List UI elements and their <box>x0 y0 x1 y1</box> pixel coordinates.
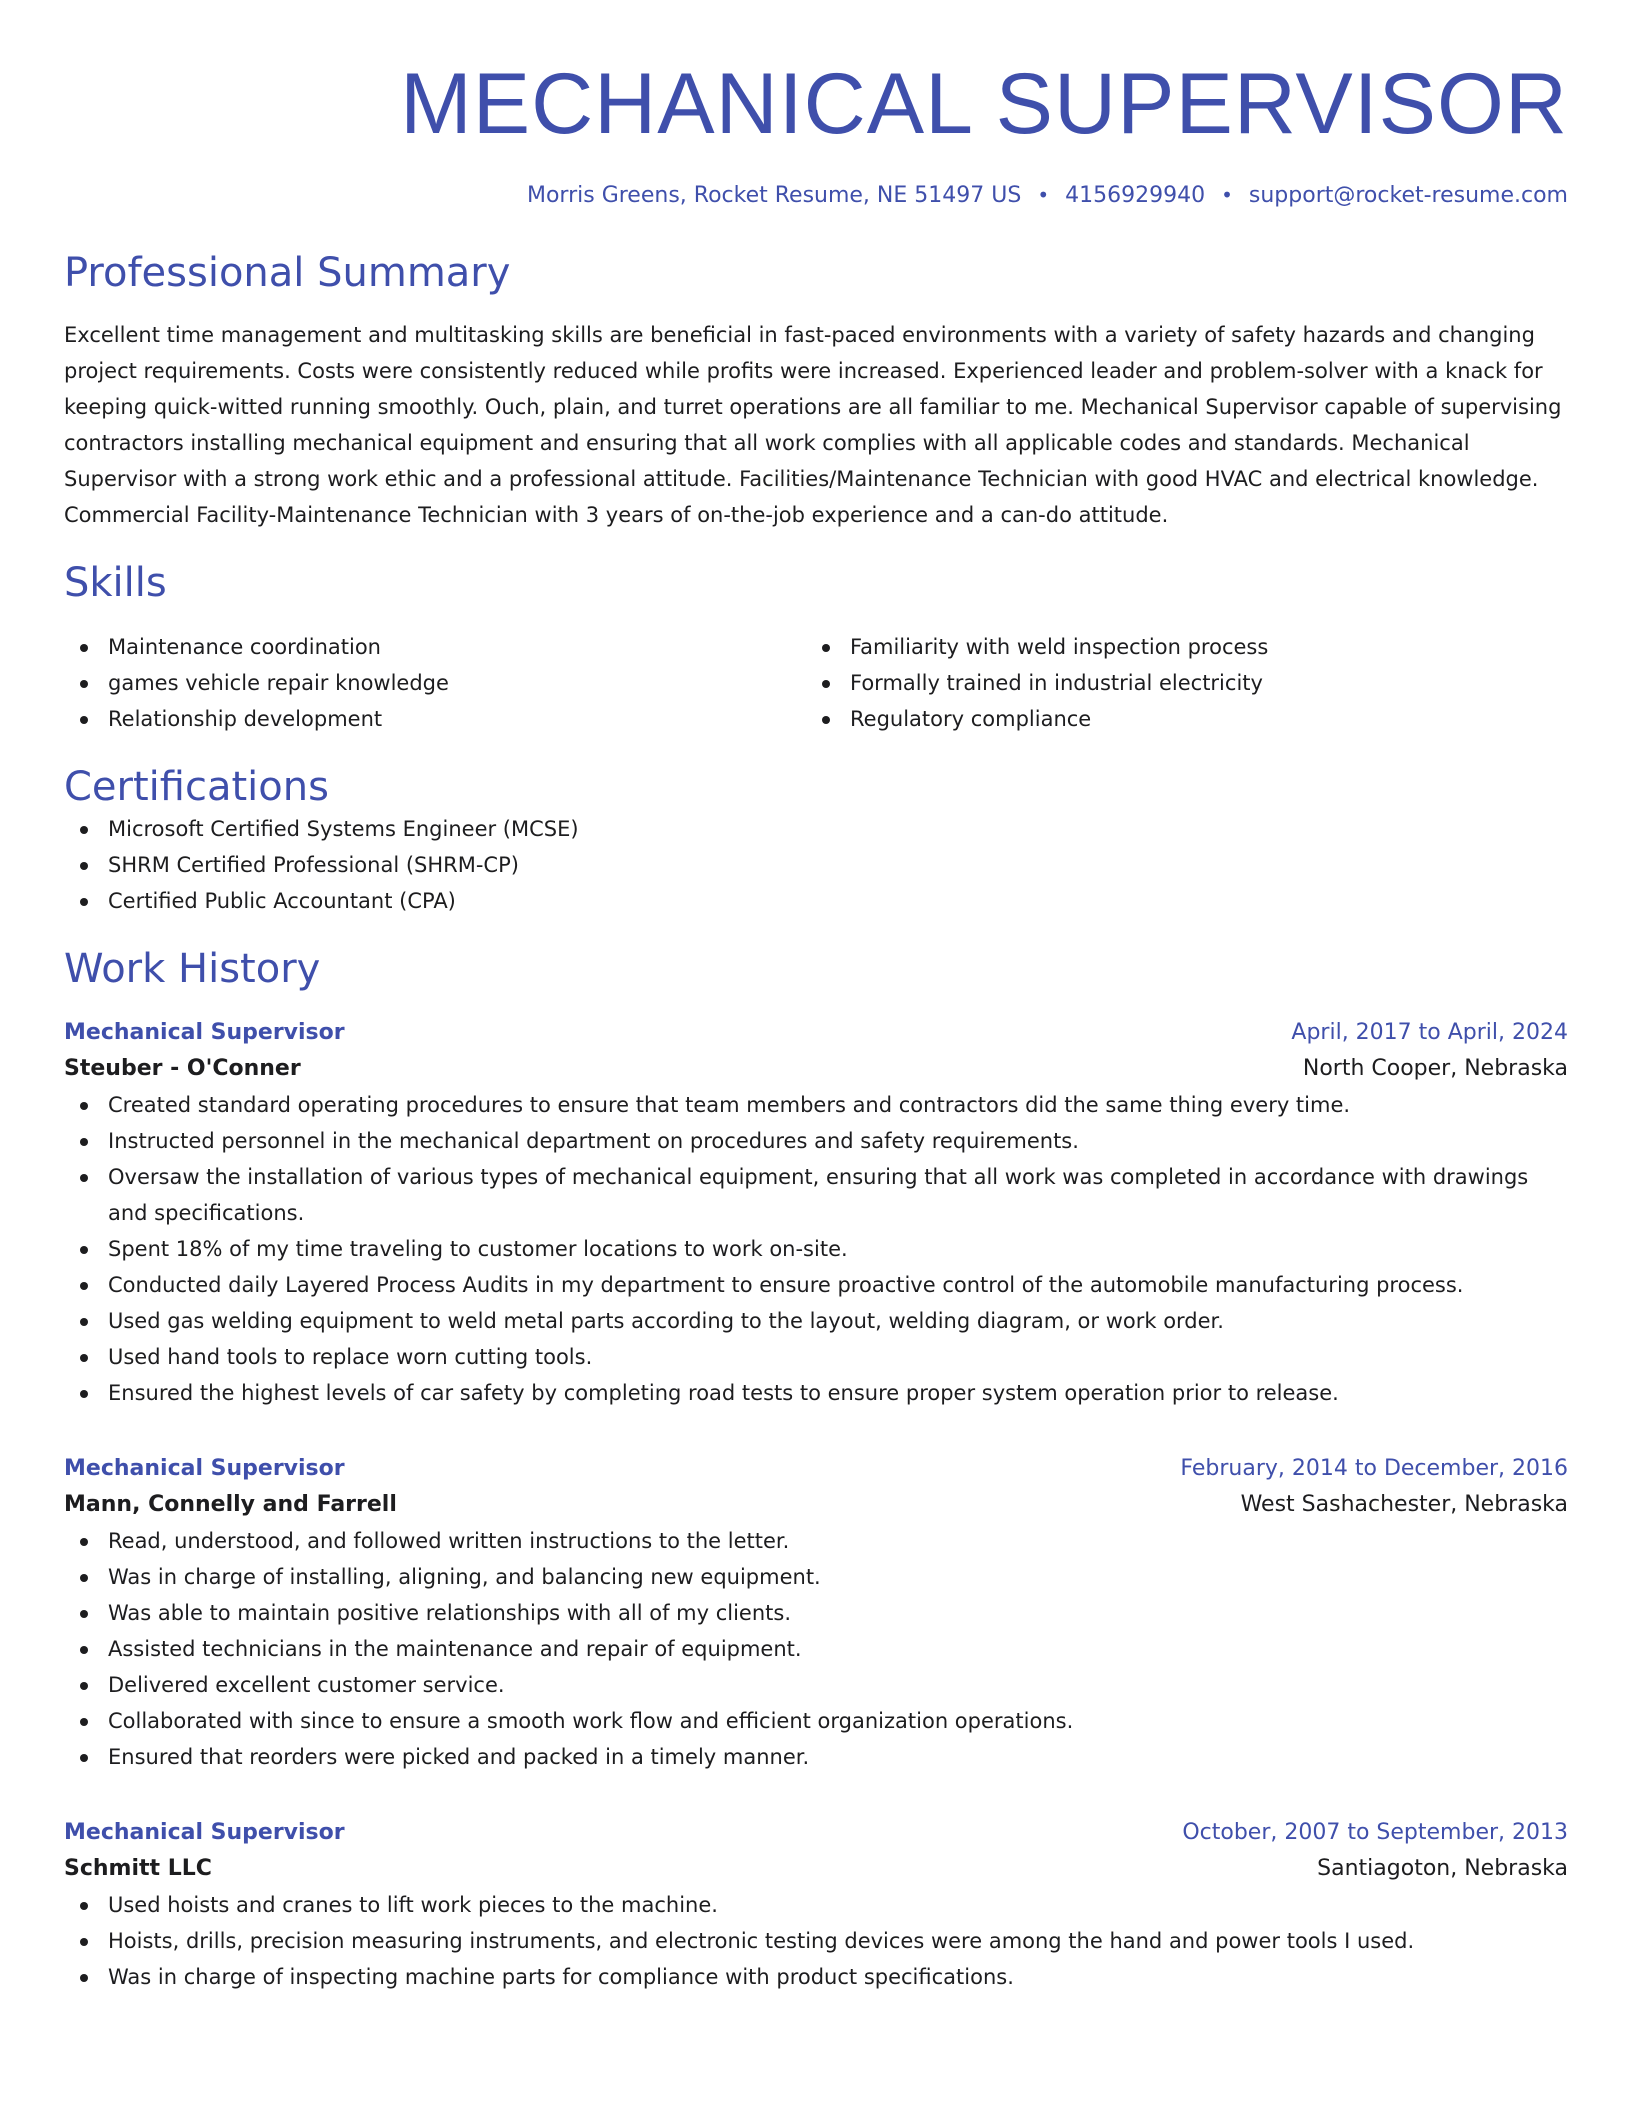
certifications-list <box>64 811 1568 919</box>
skills-column-left <box>64 629 806 737</box>
job-company: Schmitt LLC <box>64 1856 212 1881</box>
contact-line <box>64 180 1568 211</box>
job-bullet: Used gas welding equipment to weld metal parts according to the layout, welding diagram, or work order. <box>64 1303 1568 1339</box>
certification-item: SHRM Certified Professional (SHRM-CP) <box>64 847 1568 883</box>
job-bullet: Oversaw the installation of various types of mechanical equipment, ensuring that all work was completed in accordance with drawings and specifications. <box>64 1159 1568 1231</box>
certification-item: Microsoft Certified Systems Engineer (MCSE) <box>64 811 1568 847</box>
job-bullet: Was able to maintain positive relationships with all of my clients. <box>64 1595 1568 1631</box>
job-company-row <box>64 1051 1568 1087</box>
separator-dot: • <box>1037 183 1050 207</box>
skills-list-left <box>64 629 806 737</box>
job-bullet: Instructed personnel in the mechanical department on procedures and safety requirements. <box>64 1123 1568 1159</box>
skills-grid <box>64 629 1568 737</box>
skill-item: Relationship development <box>64 701 806 737</box>
job-bullet: Collaborated with since to ensure a smooth work flow and efficient organization operations. <box>64 1703 1568 1739</box>
job-location: West Sashachester, Nebraska <box>1240 1492 1568 1517</box>
section-title-skills: Skills <box>64 560 167 606</box>
job-bullet: Hoists, drills, precision measuring instruments, and electronic testing devices were among the hand and power tools I used. <box>64 1923 1568 1959</box>
contact-email[interactable]: support@rocket-resume.com <box>1248 183 1568 208</box>
job-bullet: Created standard operating procedures to ensure that team members and contractors did the same thing every time. <box>64 1087 1568 1123</box>
job-bullet: Used hoists and cranes to lift work pieces to the machine. <box>64 1887 1568 1923</box>
skill-item: Regulatory compliance <box>806 701 1548 737</box>
job-company-row <box>64 1851 1568 1887</box>
job-company: Steuber - O'Conner <box>64 1056 301 1081</box>
skill-item: Familiarity with weld inspection process <box>806 629 1548 665</box>
job-location: North Cooper, Nebraska <box>1302 1056 1568 1081</box>
job-title: Mechanical Supervisor <box>64 1456 345 1481</box>
job-company-row <box>64 1487 1568 1523</box>
separator-dot: • <box>1221 183 1233 207</box>
job-header-row <box>64 1815 1568 1851</box>
job-entry <box>64 1451 1568 1775</box>
job-entry <box>64 1015 1568 1411</box>
job-dates: October, 2007 to September, 2013 <box>1182 1820 1568 1845</box>
job-bullet: Delivered excellent customer service. <box>64 1667 1568 1703</box>
job-bullet: Used hand tools to replace worn cutting tools. <box>64 1339 1568 1375</box>
skill-item: Maintenance coordination <box>64 629 806 665</box>
resume-name: MECHANICAL SUPERVISOR <box>400 56 1568 152</box>
section-title-work-history: Work History <box>64 946 321 992</box>
job-bullet: Ensured the highest levels of car safety by completing road tests to ensure proper system operation prior to release. <box>64 1375 1568 1411</box>
job-bullet: Ensured that reorders were picked and packed in a timely manner. <box>64 1739 1568 1775</box>
contact-phone: 4156929940 <box>1065 183 1206 208</box>
job-bullets <box>64 1887 1568 1995</box>
job-bullets <box>64 1087 1568 1411</box>
summary-text: Excellent time management and multitasking skills are beneficial in fast-paced environments with a variety of safety hazards and changing project requirements. Costs were consistently reduced while profits were increased. Experienced leader and problem-solver with a knack for keeping quick-witted running smoothly. Ouch, plain, and turret operations are all familiar to me. Mechanical Supervisor capable of supervising contractors installing mechanical equipment and ensuring that all work complies with all applicable codes and standards. Mechanical Supervisor with a strong work ethic and a professional attitude. Facilities/Maintenance Technician with good HVAC and electrical knowledge. Commercial Facility-Maintenance Technician with 3 years of on-the-job experience and a can-do attitude. <box>64 323 1562 527</box>
job-entry <box>64 1815 1568 1995</box>
job-header-row <box>64 1015 1568 1051</box>
section-title-summary: Professional Summary <box>64 250 511 296</box>
job-location: Santiagoton, Nebraska <box>1317 1856 1568 1881</box>
job-header-row <box>64 1451 1568 1487</box>
job-dates: April, 2017 to April, 2024 <box>1291 1020 1568 1045</box>
job-bullet: Read, understood, and followed written instructions to the letter. <box>64 1523 1568 1559</box>
skill-item: games vehicle repair knowledge <box>64 665 806 701</box>
resume-page <box>64 0 1568 1995</box>
skills-list-right <box>806 629 1548 737</box>
contact-address: Morris Greens, Rocket Resume, NE 51497 US <box>526 183 1022 208</box>
job-bullet: Conducted daily Layered Process Audits in my department to ensure proactive control of the automobile manufacturing process. <box>64 1267 1568 1303</box>
job-title: Mechanical Supervisor <box>64 1020 345 1045</box>
job-bullet: Was in charge of installing, aligning, and balancing new equipment. <box>64 1559 1568 1595</box>
skill-item: Formally trained in industrial electricity <box>806 665 1548 701</box>
job-bullets <box>64 1523 1568 1775</box>
job-bullet: Assisted technicians in the maintenance and repair of equipment. <box>64 1631 1568 1667</box>
job-company: Mann, Connelly and Farrell <box>64 1492 397 1517</box>
certification-item: Certified Public Accountant (CPA) <box>64 883 1568 919</box>
job-dates: February, 2014 to December, 2016 <box>1180 1456 1568 1481</box>
skills-column-right <box>806 629 1548 737</box>
section-title-certifications: Certifications <box>64 764 329 810</box>
job-bullet: Was in charge of inspecting machine parts for compliance with product specifications. <box>64 1959 1568 1995</box>
job-title: Mechanical Supervisor <box>64 1820 345 1845</box>
job-bullet: Spent 18% of my time traveling to customer locations to work on-site. <box>64 1231 1568 1267</box>
